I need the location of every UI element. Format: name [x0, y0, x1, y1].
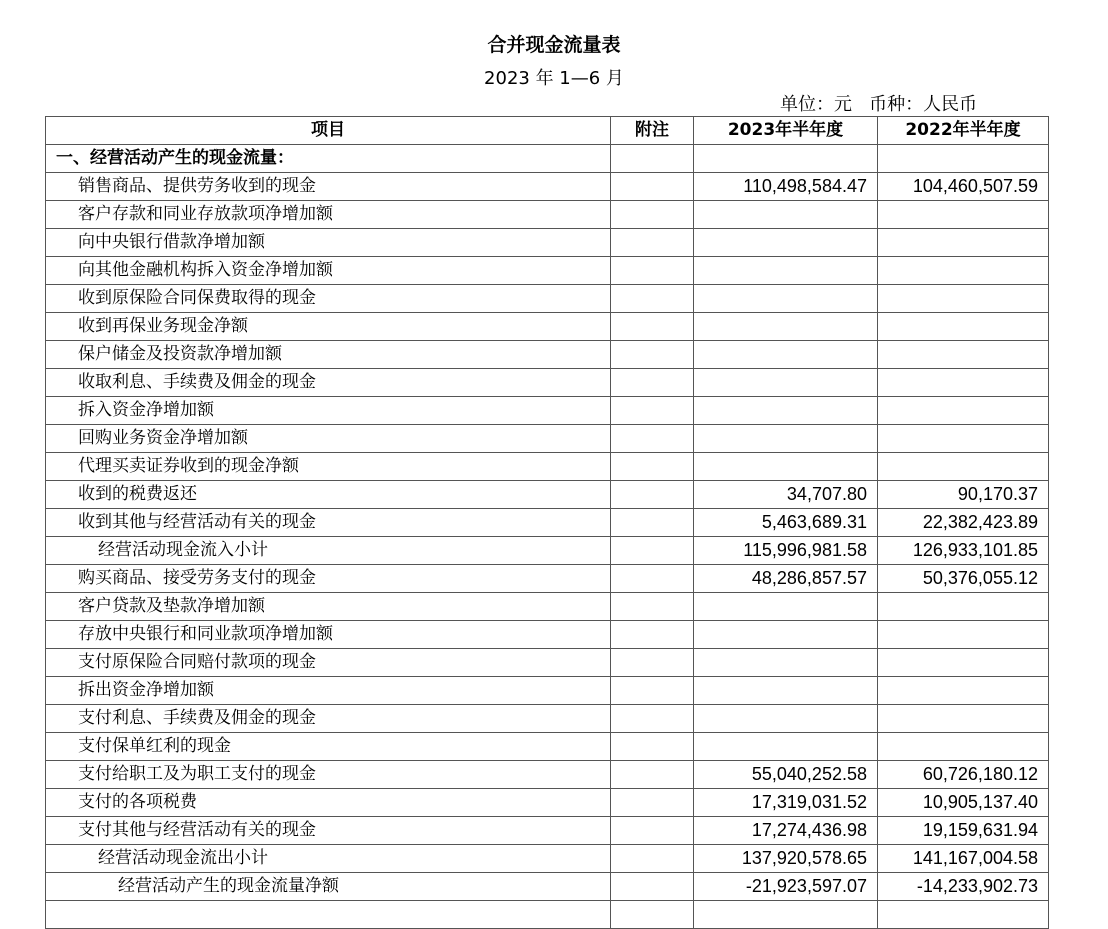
row-note: [611, 649, 694, 677]
row-label: 收取利息、手续费及佣金的现金: [46, 369, 611, 397]
value-2023: [694, 425, 878, 453]
value-2022: 141,167,004.58: [878, 845, 1049, 873]
value-2023: 5,463,689.31: [694, 509, 878, 537]
table-row: [46, 593, 1049, 621]
cash-flow-table: [45, 116, 1049, 929]
value-2023: [694, 621, 878, 649]
value-2023: [694, 257, 878, 285]
row-note: [611, 145, 694, 173]
row-note: [611, 733, 694, 761]
value-2023: [694, 201, 878, 229]
currency-unit: 单位：元 币种：人民币: [780, 94, 978, 115]
row-note: [611, 705, 694, 733]
value-2022: [878, 257, 1049, 285]
value-2023: [694, 733, 878, 761]
table-row: [46, 621, 1049, 649]
empty-cell: [694, 901, 878, 929]
value-2023: [694, 649, 878, 677]
row-label: 经营活动现金流出小计: [46, 845, 611, 873]
table-row: [46, 313, 1049, 341]
empty-cell: [878, 901, 1049, 929]
value-2022: 126,933,101.85: [878, 537, 1049, 565]
value-2022: 60,726,180.12: [878, 761, 1049, 789]
row-note: [611, 229, 694, 257]
row-note: [611, 257, 694, 285]
value-2023: 48,286,857.57: [694, 565, 878, 593]
row-note: [611, 285, 694, 313]
row-note: [611, 565, 694, 593]
value-2022: [878, 201, 1049, 229]
value-2023: 110,498,584.47: [694, 173, 878, 201]
table-row: [46, 397, 1049, 425]
row-note: [611, 481, 694, 509]
value-2022: [878, 705, 1049, 733]
statement-title: 合并现金流量表: [487, 34, 621, 56]
value-2023: [694, 313, 878, 341]
table-row: [46, 425, 1049, 453]
table-row: [46, 845, 1049, 873]
value-2022: 104,460,507.59: [878, 173, 1049, 201]
table-row: [46, 229, 1049, 257]
table-row: [46, 257, 1049, 285]
table-row: [46, 173, 1049, 201]
row-label: 拆入资金净增加额: [46, 397, 611, 425]
value-2022: [878, 145, 1049, 173]
row-label: 向其他金融机构拆入资金净增加额: [46, 257, 611, 285]
table-row: [46, 509, 1049, 537]
table-row: [46, 369, 1049, 397]
row-label: 经营活动产生的现金流量净额: [46, 873, 611, 901]
value-2023: [694, 145, 878, 173]
value-2022: 19,159,631.94: [878, 817, 1049, 845]
value-2022: [878, 425, 1049, 453]
table-row: [46, 677, 1049, 705]
table-row: [46, 565, 1049, 593]
empty-cell: [46, 901, 611, 929]
row-label: 存放中央银行和同业款项净增加额: [46, 621, 611, 649]
row-note: [611, 313, 694, 341]
row-note: [611, 425, 694, 453]
value-2022: [878, 397, 1049, 425]
row-note: [611, 677, 694, 705]
value-2022: 90,170.37: [878, 481, 1049, 509]
table-row: [46, 285, 1049, 313]
value-2022: 10,905,137.40: [878, 789, 1049, 817]
row-note: [611, 397, 694, 425]
value-2022: [878, 453, 1049, 481]
table-row: [46, 817, 1049, 845]
value-2022: [878, 341, 1049, 369]
table-row: [46, 733, 1049, 761]
value-2023: 137,920,578.65: [694, 845, 878, 873]
row-label: 一、经营活动产生的现金流量：: [46, 145, 611, 173]
empty-cell: [611, 901, 694, 929]
row-label: 回购业务资金净增加额: [46, 425, 611, 453]
statement-period: 2023 年 1—6 月: [484, 68, 624, 89]
value-2023: [694, 705, 878, 733]
value-2022: [878, 621, 1049, 649]
row-label: 向中央银行借款净增加额: [46, 229, 611, 257]
row-label: 客户存款和同业存放款项净增加额: [46, 201, 611, 229]
row-note: [611, 173, 694, 201]
value-2023: [694, 453, 878, 481]
value-2023: [694, 229, 878, 257]
column-header-item: 项目: [46, 117, 611, 145]
value-2023: [694, 593, 878, 621]
row-note: [611, 537, 694, 565]
value-2022: [878, 733, 1049, 761]
row-note: [611, 761, 694, 789]
value-2022: [878, 229, 1049, 257]
table-row: [46, 453, 1049, 481]
row-note: [611, 453, 694, 481]
value-2023: 55,040,252.58: [694, 761, 878, 789]
row-note: [611, 341, 694, 369]
value-2022: [878, 593, 1049, 621]
row-label: 保户储金及投资款净增加额: [46, 341, 611, 369]
row-label: 购买商品、接受劳务支付的现金: [46, 565, 611, 593]
row-label: 拆出资金净增加额: [46, 677, 611, 705]
row-label: 代理买卖证券收到的现金净额: [46, 453, 611, 481]
value-2023: 34,707.80: [694, 481, 878, 509]
value-2023: -21,923,597.07: [694, 873, 878, 901]
value-2022: [878, 649, 1049, 677]
row-note: [611, 593, 694, 621]
value-2023: [694, 285, 878, 313]
row-note: [611, 817, 694, 845]
value-2023: [694, 397, 878, 425]
value-2022: 50,376,055.12: [878, 565, 1049, 593]
value-2023: [694, 369, 878, 397]
row-label: 客户贷款及垫款净增加额: [46, 593, 611, 621]
row-note: [611, 369, 694, 397]
value-2023: [694, 341, 878, 369]
table-row: [46, 481, 1049, 509]
value-2022: [878, 677, 1049, 705]
row-label: 销售商品、提供劳务收到的现金: [46, 173, 611, 201]
row-label: 收到的税费返还: [46, 481, 611, 509]
row-note: [611, 845, 694, 873]
table-row: [46, 341, 1049, 369]
table-row: [46, 873, 1049, 901]
table-row: [46, 789, 1049, 817]
value-2023: 115,996,981.58: [694, 537, 878, 565]
row-label: 经营活动现金流入小计: [46, 537, 611, 565]
column-header-2023: 2023年半年度: [694, 117, 878, 145]
value-2022: 22,382,423.89: [878, 509, 1049, 537]
table-header-row: [46, 117, 1049, 145]
value-2023: 17,319,031.52: [694, 789, 878, 817]
row-note: [611, 201, 694, 229]
value-2023: 17,274,436.98: [694, 817, 878, 845]
value-2022: [878, 285, 1049, 313]
column-header-note: 附注: [611, 117, 694, 145]
table-row: [46, 761, 1049, 789]
value-2022: [878, 313, 1049, 341]
value-2022: -14,233,902.73: [878, 873, 1049, 901]
value-2022: [878, 369, 1049, 397]
row-label: 支付原保险合同赔付款项的现金: [46, 649, 611, 677]
value-2023: [694, 677, 878, 705]
row-note: [611, 789, 694, 817]
row-label: 收到再保业务现金净额: [46, 313, 611, 341]
column-header-2022: 2022年半年度: [878, 117, 1049, 145]
row-note: [611, 509, 694, 537]
row-label: 收到原保险合同保费取得的现金: [46, 285, 611, 313]
row-label: 支付利息、手续费及佣金的现金: [46, 705, 611, 733]
table-row: [46, 201, 1049, 229]
row-label: 支付其他与经营活动有关的现金: [46, 817, 611, 845]
row-label: 支付保单红利的现金: [46, 733, 611, 761]
row-note: [611, 621, 694, 649]
table-row: [46, 649, 1049, 677]
row-note: [611, 873, 694, 901]
row-label: 支付给职工及为职工支付的现金: [46, 761, 611, 789]
table-row-partial: [46, 901, 1049, 929]
row-label: 收到其他与经营活动有关的现金: [46, 509, 611, 537]
table-row: [46, 537, 1049, 565]
table-row: [46, 705, 1049, 733]
row-label: 支付的各项税费: [46, 789, 611, 817]
table-row: [46, 145, 1049, 173]
